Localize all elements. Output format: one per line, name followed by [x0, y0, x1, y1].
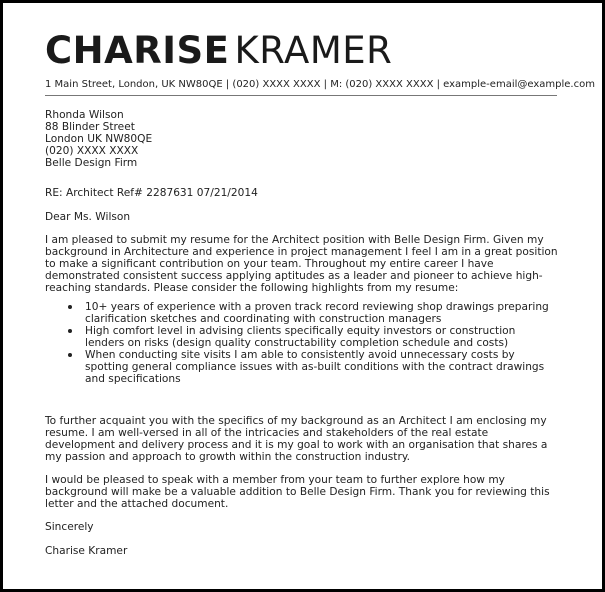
list-item: [85, 349, 555, 385]
intro-paragraph: I am pleased to submit my resume for the Architect position with Belle Design Firm. Given my background in Architecture and experience in project management I feel I am in a great position to make a significant contribution on your team. Throughout my entire career I have demonstrated consistent success applying aptitudes as a leader and pioneer to achieve high-reaching standards. Please consider the following highlights from my resume:: [45, 234, 558, 294]
list-item: [85, 325, 555, 349]
list-item-text: High comfort level in advising clients specifically equity investors or construction lenders on risks (design quality constructability completion schedule and costs): [85, 325, 516, 349]
recipient-street: 88 Blinder Street: [45, 121, 135, 133]
last-name: KRAMER: [234, 29, 393, 72]
list-item-text: 10+ years of experience with a proven track record reviewing shop drawings preparing clarification sketches and coordinating with construction managers: [85, 301, 549, 325]
recipient-phone: (020) XXXX XXXX: [45, 145, 139, 157]
reference-line: RE: Architect Ref# 2287631 07/21/2014: [45, 187, 258, 199]
first-name: CHARISE: [45, 29, 230, 72]
bullet-icon: [68, 305, 72, 309]
sign-off: Sincerely: [45, 521, 94, 533]
bullet-icon: [68, 329, 72, 333]
letter-header-name: [45, 31, 565, 78]
letter-body: [45, 29, 595, 557]
highlights-list: [45, 301, 565, 385]
acquaint-paragraph: To further acquaint you with the specifics of my background as an Architect I am enclosing my resume. I am well-versed in all of the intricacies and stakeholders of the real estate development and delivery process and it is my goal to work with an organisation that shares a my passion and approach to growth within the construction industry.: [45, 415, 548, 463]
recipient-company: Belle Design Firm: [45, 157, 138, 169]
signature-name: Charise Kramer: [45, 545, 128, 557]
closing-paragraph: I would be pleased to speak with a member from your team to further explore how my background will make be a valuable addition to Belle Design Firm. Thank you for reviewing this letter and the attached document.: [45, 474, 550, 510]
recipient-name: Rhonda Wilson: [45, 109, 124, 121]
recipient-city: London UK NW80QE: [45, 133, 153, 145]
list-item: [85, 301, 555, 325]
recipient-address: [45, 109, 565, 169]
bullet-icon: [68, 353, 72, 357]
salutation: Dear Ms. Wilson: [45, 211, 131, 223]
list-item-text: When conducting site visits I am able to consistently avoid unnecessary costs by spotting general compliance issues with as-built conditions with the contract drawings and specifications: [85, 349, 545, 385]
contact-line: 1 Main Street, London, UK NW80QE | (020) XXXX XXXX | M: (020) XXXX XXXX | example-email@example.com: [45, 78, 557, 96]
